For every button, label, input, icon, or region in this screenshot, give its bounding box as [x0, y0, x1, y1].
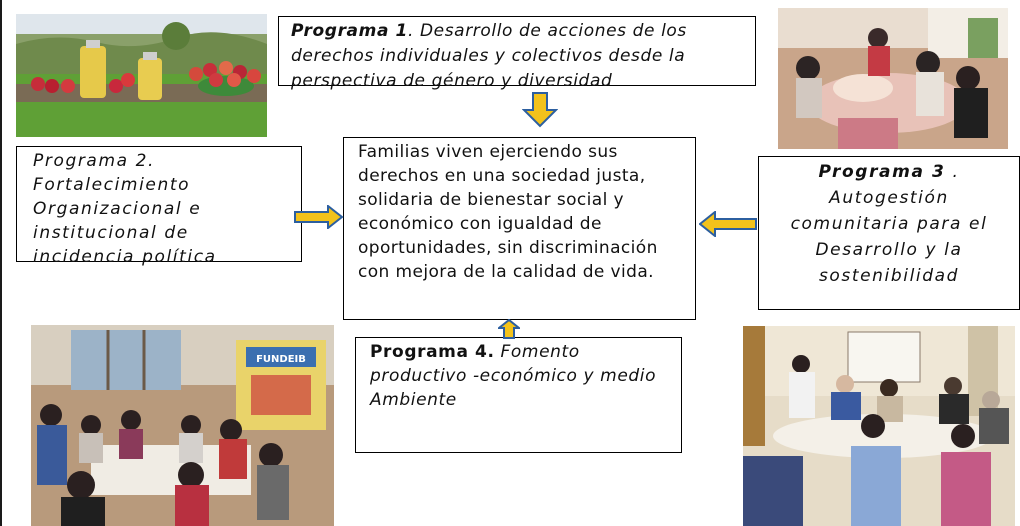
program-3-box [758, 156, 1020, 310]
banner-text: FUNDEIB [256, 354, 306, 365]
arrow-down-from-program-1 [522, 92, 558, 128]
program-4-box [355, 337, 682, 453]
program-3-title: Autogestión comunitaria para el Desarrollo y la sostenibilidad [790, 188, 988, 286]
program-3-label: Programa 3 [818, 162, 946, 182]
central-goal-text: Familias viven ejerciendo sus derechos en una sociedad justa, solidaria de bienestar social y económico con igualdad de oportunidades, sin discriminación con mejora de la calidad de vida. [358, 142, 658, 282]
photo-fruit-juice [16, 14, 267, 137]
program-1-title: . Desarrollo de acciones de los derechos individuales y colectivos desde la perspectiva de género y diversidad [291, 21, 687, 91]
arrow-right-from-program-2 [294, 205, 344, 229]
program-4-title: Fomento productivo -económico y medio Ambiente [370, 342, 657, 410]
program-1-label: Programa 1 [291, 21, 408, 41]
arrow-left-from-program-3 [699, 211, 757, 237]
photo-women-meeting [778, 8, 1008, 149]
central-goal-box [343, 137, 696, 320]
photo-workshop-banner [31, 325, 334, 526]
program-3-label-suffix: . [945, 162, 960, 182]
program-2-box [16, 146, 302, 267]
page-left-border [0, 0, 2, 526]
arrow-up-from-program-4 [498, 319, 520, 339]
program-2-text: Programa 2. Fortalecimiento Organizacional e institucional de incidencia política [33, 151, 217, 267]
program-1-box [278, 16, 756, 91]
program-4-label: Programa 4. [370, 342, 495, 362]
photo-table-meeting [743, 326, 1015, 526]
